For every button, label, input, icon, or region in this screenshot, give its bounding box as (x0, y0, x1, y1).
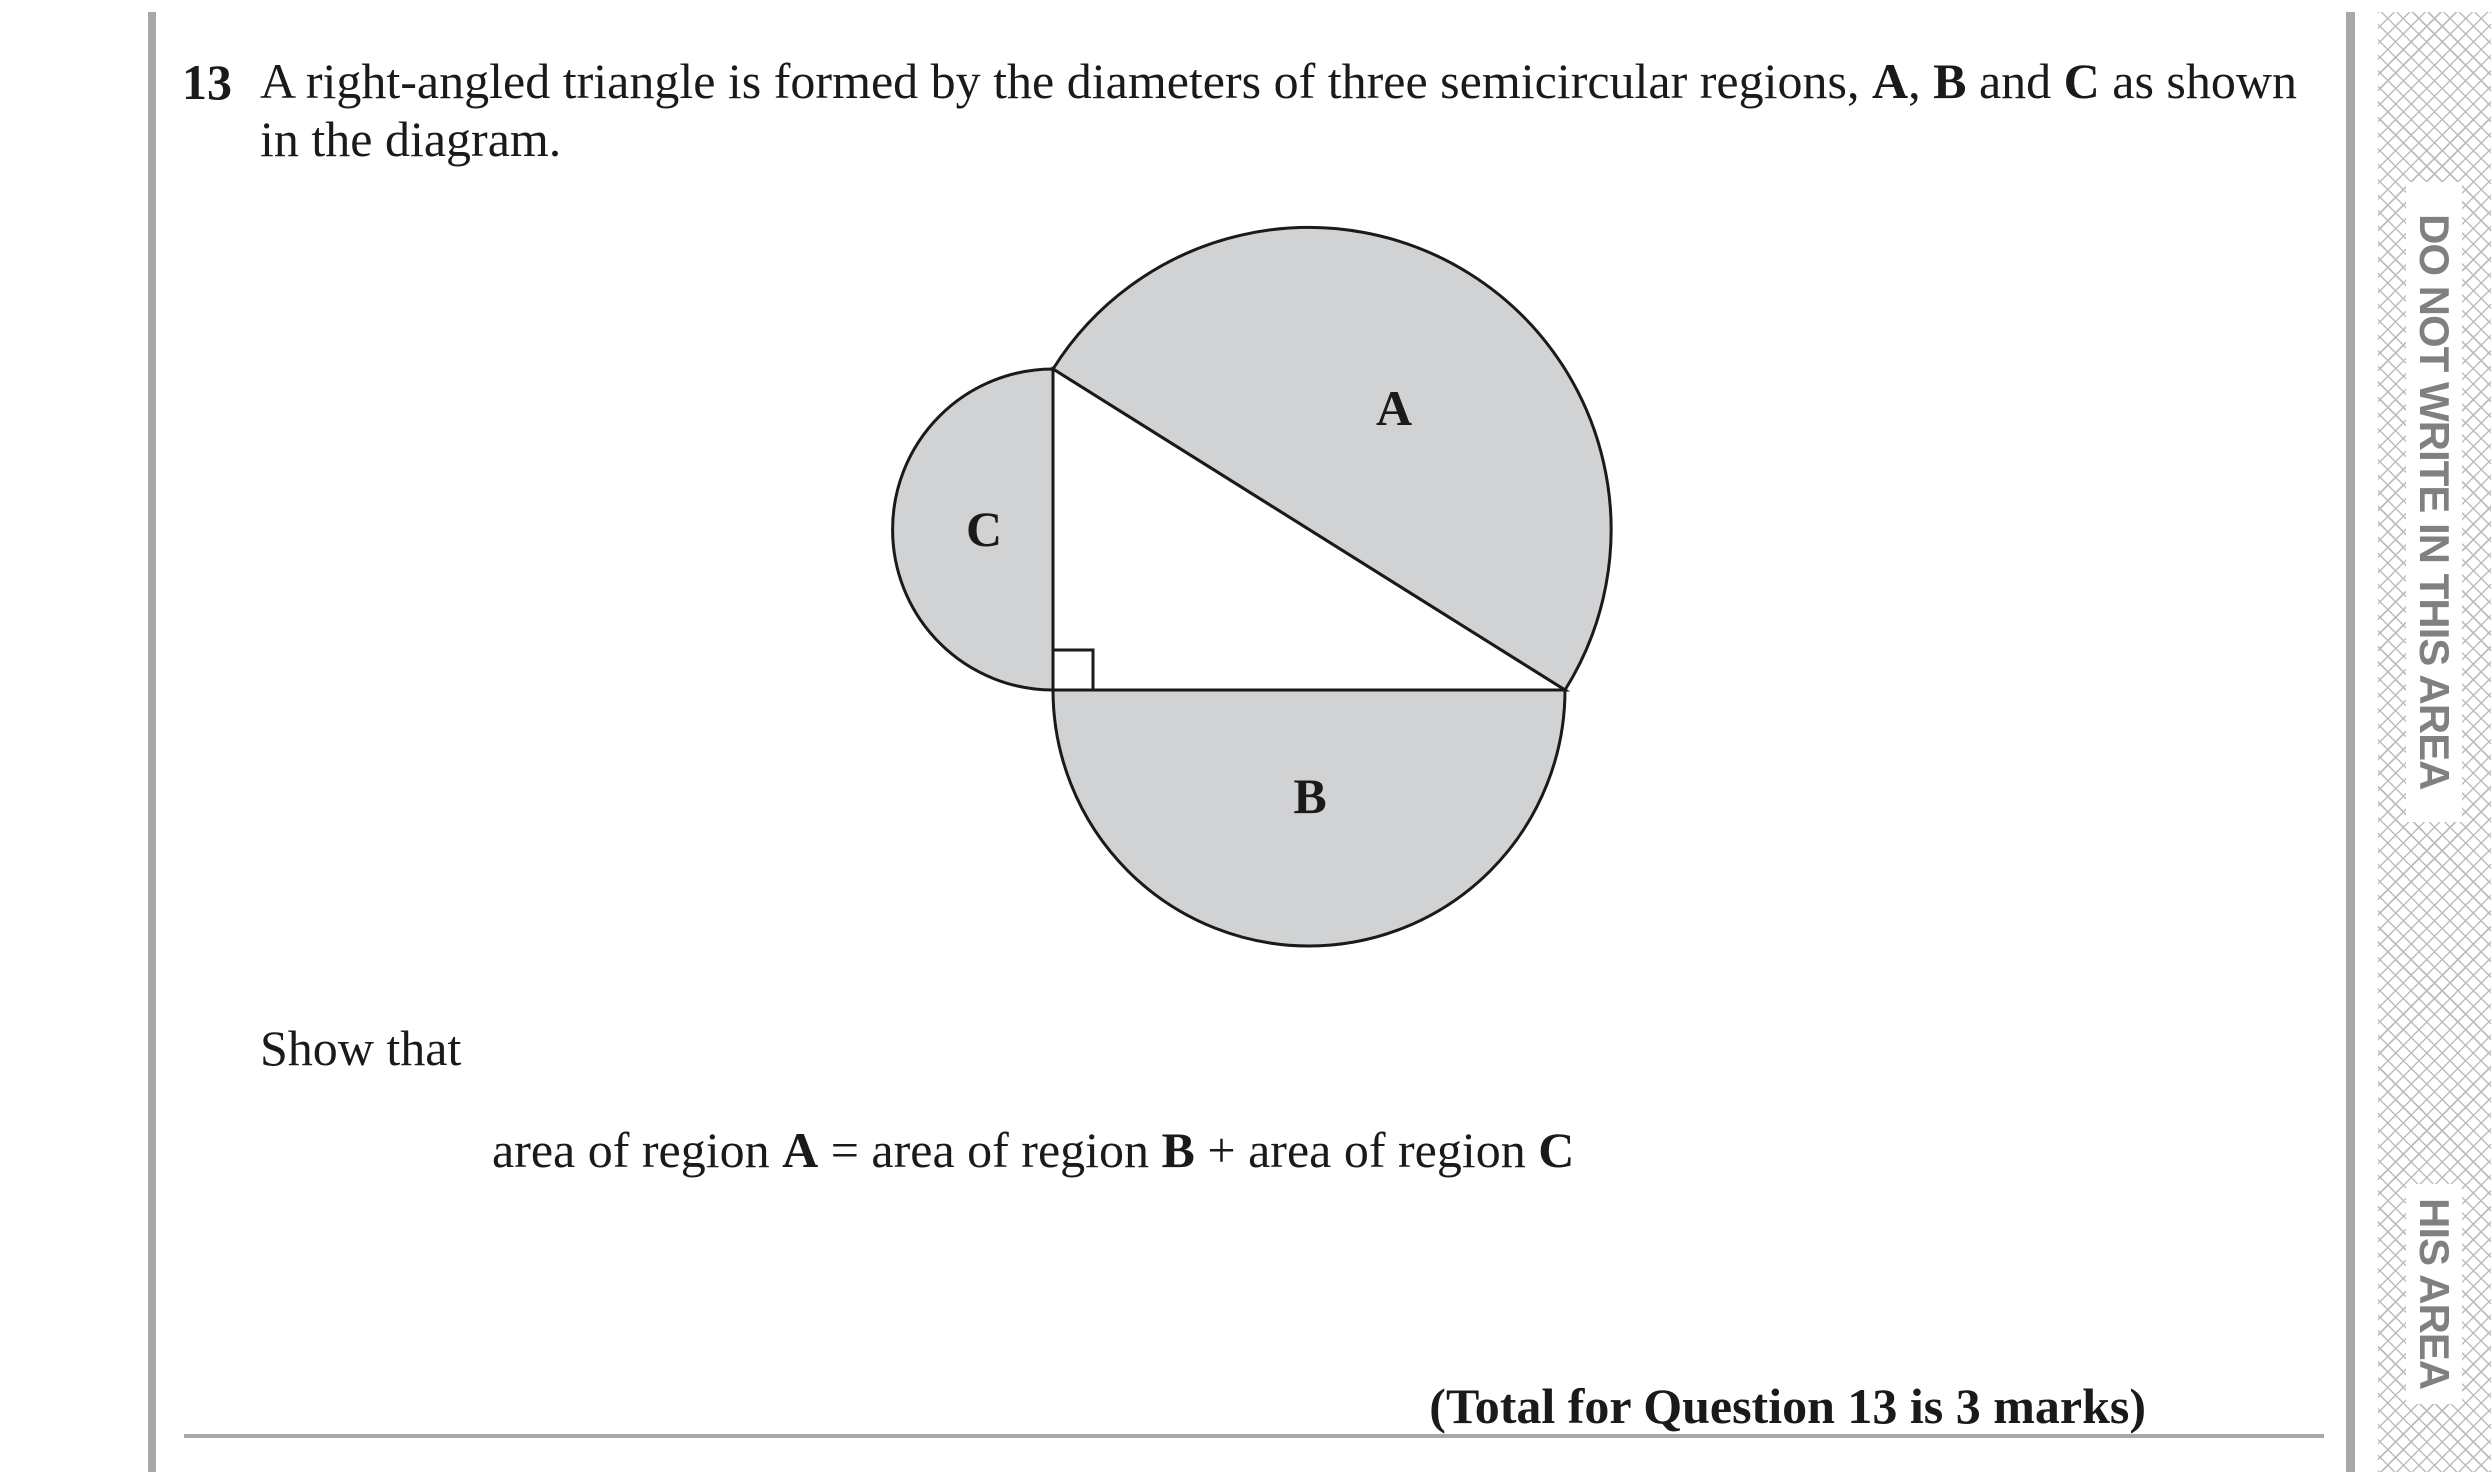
question-number: 13 (182, 54, 232, 110)
bottom-rule (184, 1434, 2324, 1438)
region-label-a: A (1375, 380, 1413, 436)
question-stem: A right-angled triangle is formed by the diameters of three semicircular regions, A, B and C as shown in the diagram. (260, 53, 2297, 167)
margin-warning-text: DO NOT WRITE IN THIS AREA (2406, 182, 2462, 822)
region-label-c: C (965, 501, 1003, 557)
margin-warning-text-partial: HIS AREA (2406, 1184, 2462, 1404)
show-that-prompt: Show that (260, 1020, 462, 1076)
area-equation: area of region A = area of region B + area of region C (492, 1122, 1575, 1178)
region-label-b: B (1293, 768, 1327, 824)
total-marks: (Total for Question 13 is 3 marks) (1429, 1378, 2146, 1434)
